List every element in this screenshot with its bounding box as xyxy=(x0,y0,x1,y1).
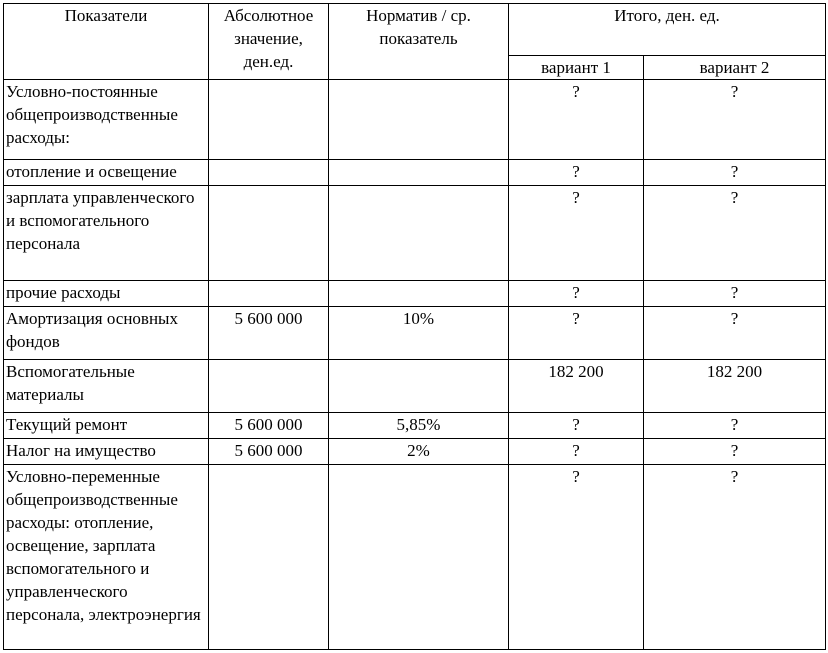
row-absolute-value xyxy=(209,160,329,186)
row-variant-1: ? xyxy=(509,439,644,465)
row-norm xyxy=(329,360,509,413)
header-variant-2: вариант 2 xyxy=(644,56,826,80)
row-variant-2: ? xyxy=(644,439,826,465)
header-absolute-value: Абсолютное значение, ден.ед. xyxy=(209,4,329,80)
row-absolute-value xyxy=(209,80,329,160)
table-row xyxy=(4,307,826,360)
row-norm xyxy=(329,186,509,281)
header-total: Итого, ден. ед. xyxy=(509,4,826,56)
row-label: прочие расходы xyxy=(4,281,209,307)
row-norm: 5,85% xyxy=(329,413,509,439)
table-row xyxy=(4,439,826,465)
row-variant-1: 182 200 xyxy=(509,360,644,413)
row-absolute-value xyxy=(209,360,329,413)
row-variant-2: ? xyxy=(644,413,826,439)
row-variant-2: ? xyxy=(644,160,826,186)
table-row xyxy=(4,80,826,160)
table-row xyxy=(4,186,826,281)
row-norm: 2% xyxy=(329,439,509,465)
row-label: Вспомогательные материалы xyxy=(4,360,209,413)
cost-table xyxy=(3,3,826,650)
row-label: отопление и освещение xyxy=(4,160,209,186)
row-variant-1: ? xyxy=(509,186,644,281)
row-label: Условно-постоянные общепроизводственные расходы: xyxy=(4,80,209,160)
row-absolute-value: 5 600 000 xyxy=(209,413,329,439)
table-row xyxy=(4,360,826,413)
row-variant-1: ? xyxy=(509,281,644,307)
row-variant-2: ? xyxy=(644,281,826,307)
row-absolute-value xyxy=(209,281,329,307)
row-norm: 10% xyxy=(329,307,509,360)
row-variant-2: 182 200 xyxy=(644,360,826,413)
row-label: зарплата управленческого и вспомогательного персонала xyxy=(4,186,209,281)
row-norm xyxy=(329,281,509,307)
row-label: Текущий ремонт xyxy=(4,413,209,439)
header-indicators: Показатели xyxy=(4,4,209,80)
table-row xyxy=(4,413,826,439)
row-variant-1: ? xyxy=(509,160,644,186)
header-row-1 xyxy=(4,4,826,56)
row-label: Налог на имущество xyxy=(4,439,209,465)
row-variant-1: ? xyxy=(509,465,644,650)
row-norm xyxy=(329,160,509,186)
table-row xyxy=(4,160,826,186)
row-label: Условно-переменные общепроизводственные расходы: отопление, освещение, зарплата вспомогательного и управленческого персонала, электроэнергия xyxy=(4,465,209,650)
row-variant-2: ? xyxy=(644,80,826,160)
row-absolute-value: 5 600 000 xyxy=(209,307,329,360)
row-variant-2: ? xyxy=(644,307,826,360)
row-norm xyxy=(329,465,509,650)
row-absolute-value xyxy=(209,465,329,650)
row-absolute-value: 5 600 000 xyxy=(209,439,329,465)
row-label: Амортизация основных фондов xyxy=(4,307,209,360)
row-variant-2: ? xyxy=(644,186,826,281)
row-variant-2: ? xyxy=(644,465,826,650)
table-row xyxy=(4,281,826,307)
row-variant-1: ? xyxy=(509,307,644,360)
header-variant-1: вариант 1 xyxy=(509,56,644,80)
row-variant-1: ? xyxy=(509,80,644,160)
row-variant-1: ? xyxy=(509,413,644,439)
row-absolute-value xyxy=(209,186,329,281)
row-norm xyxy=(329,80,509,160)
header-norm: Норматив / ср. показатель xyxy=(329,4,509,80)
table-row xyxy=(4,465,826,650)
